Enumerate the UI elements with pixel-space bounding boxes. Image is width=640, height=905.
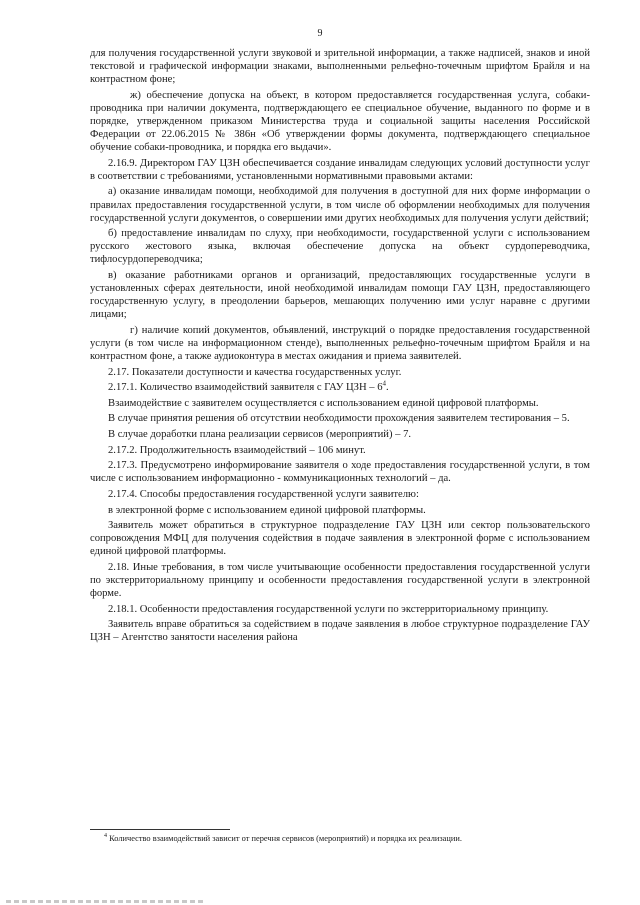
- paragraph-mfc-support: Заявитель может обратиться в структурное подразделение ГАУ ЦЗН или сектор пользовательского сопровождения МФЦ для получения содействия в подаче заявления в электронной форме с использованием единой цифровой платформы.: [90, 520, 590, 558]
- paragraph-2-17-1: 2.17.1. Количество взаимодействий заявителя с ГАУ ЦЗН – $6^4$.: [108, 379, 389, 394]
- paragraph-item-g: г) наличие копий документов, объявлений, инструкций о порядке предоставления государственной услуги (в том числе на информационном стенде), выполненных рельефно-точечным шрифтом Брайля и на контрастном фоне, а также аудиоконтура в местах ожидания и приема заявителей.: [90, 324, 590, 363]
- footnote-divider: [90, 829, 230, 830]
- paragraph-item-b: б) предоставление инвалидам по слуху, при необходимости, государственной услуги с использованием русского жестового языка, включая обеспечение допуска на объект сурдопереводчика, тифлосурдопереводчика;: [90, 228, 590, 266]
- page-number: 9: [317, 28, 323, 39]
- scan-edge-artifact: [6, 900, 206, 903]
- paragraph-2-17-3: 2.17.3. Предусмотрено информирование заявителя о ходе предоставления государственной услуги, в том числе с использованием информационно - коммуникационных технологий – да.: [90, 460, 590, 485]
- paragraph-no-testing: В случае принятия решения об отсутствии необходимости прохождения заявителем тестирования – 5.: [108, 413, 570, 425]
- paragraph-2-18-1: 2.18.1. Особенности предоставления государственной услуги по экстерриториальному принципу.: [108, 603, 549, 615]
- footnote-reference: 4: [382, 379, 387, 388]
- footnote-marker: 4: [104, 833, 107, 840]
- paragraph-2-17: 2.17. Показатели доступности и качества государственных услуг.: [108, 366, 402, 378]
- paragraph-item-v: в) оказание работниками органов и организаций, предоставляющих государственные услуги в установленных сферах деятельности, иной необходимой инвалидам помощи ГАУ ЦЗН, предоставляющего государственную услугу, в преодолении барьеров, мешающих получению ими услуг наравне с другими лицами;: [90, 270, 590, 321]
- footnote-text: Количество взаимодействий зависит от перечня сервисов (мероприятий) и порядка их реализации.: [109, 834, 462, 843]
- paragraph-applicant-right: Заявитель вправе обратиться за содействием в подаче заявления в любое структурное подразделение ГАУ ЦЗН – Агентство занятости населения района: [90, 619, 590, 644]
- page-body: [90, 47, 590, 644]
- paragraph-interaction-platform: Взаимодействие с заявителем осуществляется с использованием единой цифровой платформы.: [108, 397, 539, 409]
- footnote: [104, 834, 594, 844]
- paragraph-2-17-1-text: 2.17.1. Количество взаимодействий заявителя с ГАУ ЦЗН – 6: [108, 382, 383, 394]
- paragraph-continuation: для получения государственной услуги звуковой и зрительной информации, а также надписей, знаков и иной текстовой и графической информации знаками, выполненными рельефно-точечным шрифтом Брайля и на контрастном фоне;: [90, 48, 590, 86]
- paragraph-item-a: а) оказание инвалидам помощи, необходимой для получения в доступной для них форме информации о правилах предоставления государственной услуги, в том числе об оформлении необходимых для получения государственной услуги документов, о совершении ими других необходимых для получения услуги действий;: [90, 186, 590, 224]
- paragraph-2-18: 2.18. Иные требования, в том числе учитывающие особенности предоставления государственной услуги по экстерриториальному принципу и особенности предоставления государственной услуги в электронной форме.: [90, 561, 590, 600]
- paragraph-2-16-9: 2.16.9. Директором ГАУ ЦЗН обеспечивается создание инвалидам следующих условий доступности услуг в соответствии с требованиями, установленными нормативными правовыми актами:: [90, 157, 590, 182]
- paragraph-electronic-form: в электронной форме с использованием единой цифровой платформы.: [108, 504, 426, 516]
- paragraph-plan-revision: В случае доработки плана реализации сервисов (мероприятий) – 7.: [108, 429, 412, 441]
- paragraph-2-17-2: 2.17.2. Продолжительность взаимодействий – 106 минут.: [108, 444, 366, 456]
- paragraph-2-17-4: 2.17.4. Способы предоставления государственной услуги заявителю:: [108, 488, 419, 500]
- paragraph-item-zh: ж) обеспечение допуска на объект, в котором предоставляется государственная услуга, собаки-проводника при наличии документа, подтверждающего ее специальное обучение, выданного по форме и в порядке, утвержденном приказом Министерства труда и социальной защиты населения Российской Федерации от 22.06.2015 № 386н «Об утверждении формы документа, подтверждающего специальное обучение собаки-проводника, и порядка его выдачи».: [90, 89, 590, 154]
